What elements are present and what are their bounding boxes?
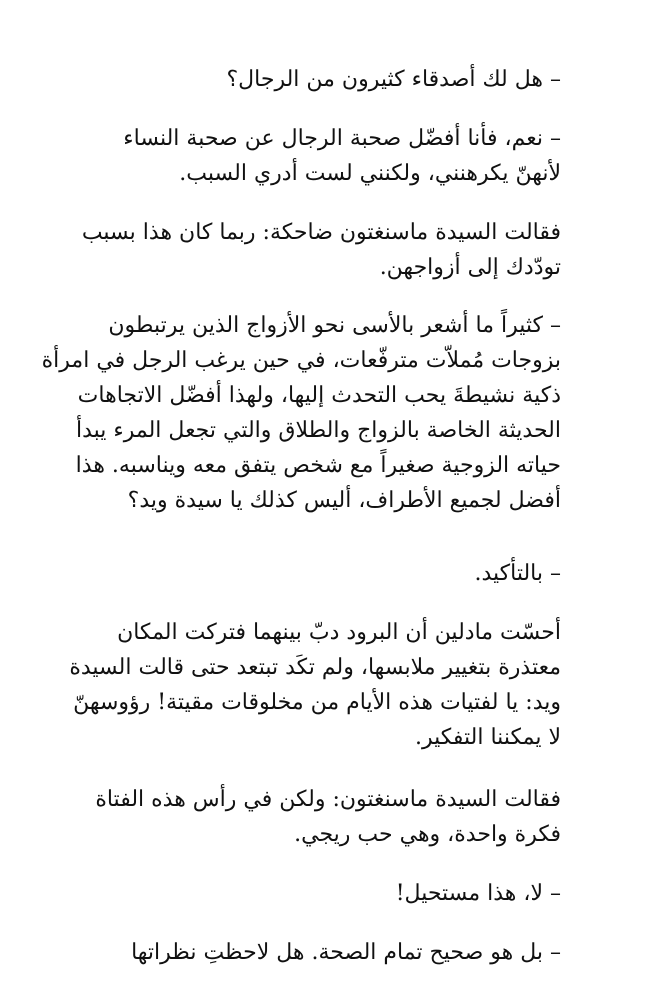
text-line: – بل هو صحيح تمام الصحة. هل لاحظتِ نظراتها — [131, 940, 561, 965]
paragraph-dialogue-4 — [38, 556, 583, 591]
text-line: فقالت السيدة ماسنغتون: ولكن في رأس هذه الفتاة — [95, 787, 561, 812]
text-line: – كثيراً ما أشعر بالأسى نحو الأزواج الذين يرتبطون — [108, 313, 561, 338]
text-line: بزوجات مُملاّت مترفّعات، في حين يرغب الرجل في امرأة — [41, 348, 561, 373]
paragraph-dialogue-6 — [38, 935, 583, 970]
text-line: – هل لك أصدقاء كثيرون من الرجال؟ — [226, 67, 561, 92]
text-line: فقالت السيدة ماسنغتون ضاحكة: ربما كان هذا بسبب — [81, 220, 561, 245]
paragraph-dialogue-3 — [38, 308, 583, 518]
text-line: أحسّت مادلين أن البرود دبّ بينهما فتركت المكان — [117, 620, 561, 645]
text-line: الحديثة الخاصة بالزواج والطلاق والتي تجعل المرء يبدأ — [75, 418, 561, 443]
paragraph-dialogue-5 — [38, 876, 583, 911]
text-line: معتذرة بتغيير ملابسها، ولم تكَد تبتعد حتى قالت السيدة — [69, 655, 561, 680]
text-line: ويد: يا لفتيات هذه الأيام من مخلوقات مقيتة! رؤوسهنّ — [73, 690, 561, 715]
paragraph-narration-1 — [38, 215, 583, 285]
text-line: لأنهنّ يكرهنني، ولكنني لست أدري السبب. — [179, 161, 561, 186]
text-line: ذكية نشيطةَ يحب التحدث إليها، ولهذا أفضّل الاتجاهات — [77, 383, 561, 408]
text-line: – لا، هذا مستحيل! — [395, 881, 561, 906]
text-line: – نعم، فأنا أفضّل صحبة الرجال عن صحبة النساء — [123, 126, 561, 151]
paragraph-dialogue-2 — [38, 121, 583, 191]
paragraph-narration-2 — [38, 615, 583, 755]
text-line: أفضل لجميع الأطراف، أليس كذلك يا سيدة ويد؟ — [127, 488, 561, 513]
paragraph-dialogue-1 — [38, 62, 583, 97]
text-line: – بالتأكيد. — [474, 561, 561, 586]
text-line: لا يمكننا التفكير. — [414, 725, 561, 750]
text-line: حياته الزوجية صغيراً مع شخص يتفق معه ويناسبه. هذا — [75, 453, 561, 478]
paragraph-narration-3 — [38, 782, 583, 852]
text-line: تودّدك إلى أزواجهن. — [379, 255, 561, 280]
text-line: فكرة واحدة، وهي حب ريجي. — [294, 822, 561, 847]
